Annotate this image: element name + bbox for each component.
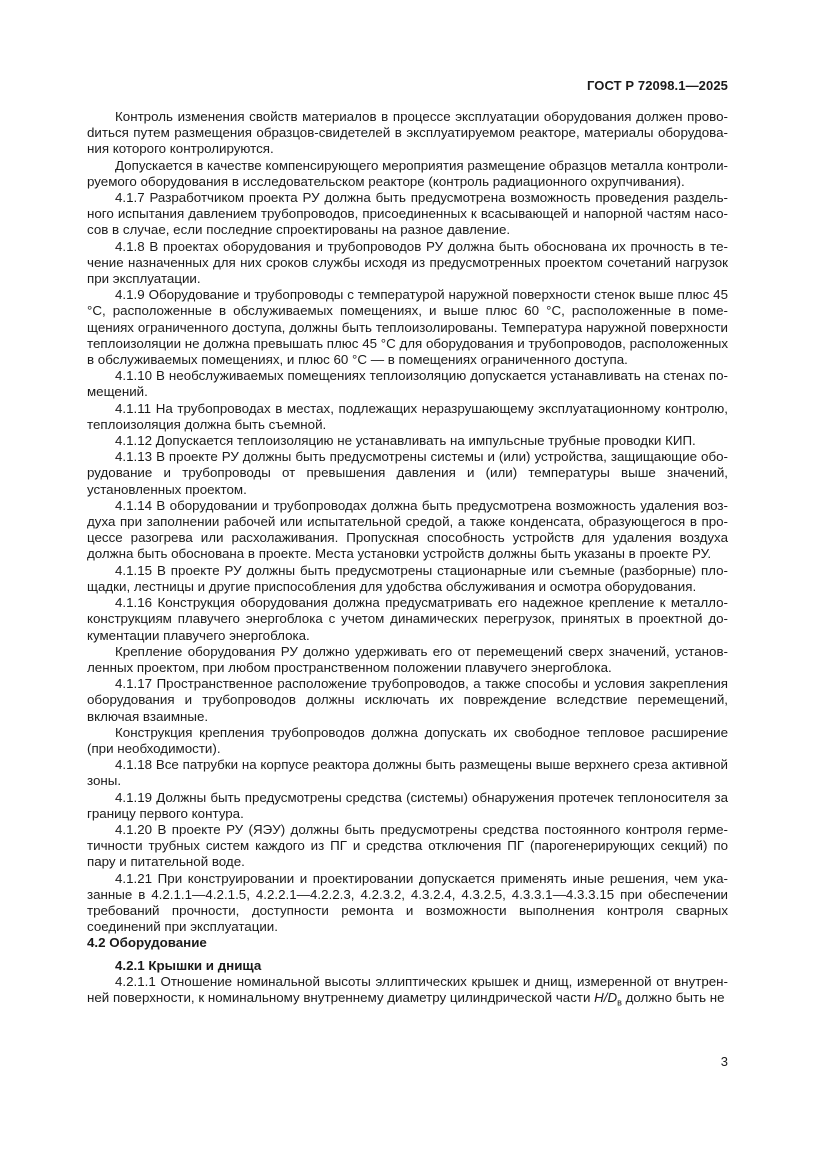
- clause-4-1-19: 4.1.19 Должны быть предусмотрены средства (системы) обнаружения протечек теплоносителя за границу первого контура.: [87, 789, 728, 821]
- paragraph-text: должно быть не: [621, 989, 725, 1005]
- clause-4-1-18: 4.1.18 Все патрубки на корпусе реактора должны быть размещены выше верхнего среза активной зоны.: [87, 757, 728, 789]
- document-body: [87, 109, 728, 1011]
- formula-subscript: в: [617, 997, 622, 1008]
- clause-4-1-17: 4.1.17 Пространственное расположение трубопроводов, а также способы и условия закрепления оборудования и трубопроводов должны исключать их повреждение вследствие перемещений, включая взаимные.: [87, 676, 728, 724]
- clause-4-1-11: 4.1.11 На трубопроводах в местах, подлежащих неразрушающему эксплуатационному контролю, теплоизоляция должна быть съемной.: [87, 400, 728, 432]
- clause-4-1-10: 4.1.10 В необслуживаемых помещениях теплоизоляцию допускается устанавливать на стенах помещений.: [87, 368, 728, 400]
- section-heading: 4.2 Оборудование: [87, 935, 207, 951]
- clause-4-1-13: 4.1.13 В проекте РУ должны быть предусмотрены системы и (или) устройства, защищающие оборудование и трубопроводы от превышения давления и (или) температуры выше значений, установленных проектом.: [87, 449, 728, 497]
- paragraph: Крепление оборудования РУ должно удерживать его от перемещений сверх значений, установленных проектом, при любом пространственном положении плавучего энергоблока.: [87, 643, 728, 675]
- standard-header: ГОСТ Р 72098.1—2025: [586, 78, 728, 93]
- clause-4-2-1-1: [87, 974, 728, 1011]
- clause-4-1-20: 4.1.20 В проекте РУ (ЯЭУ) должны быть предусмотрены средства постоянного контроля герметичности трубных систем каждого из ПГ и средства отключения ПГ (парогенерирующих секций) по пару и питательной воде.: [87, 821, 728, 870]
- formula: [594, 990, 617, 1005]
- paragraph: Контроль изменения свойств материалов в процессе эксплуатации оборудования должен провоdиться путем размещения образцов-свидетелей в эксплуатируемом реакторе, материалы оборудования которого контролируются.: [87, 109, 728, 157]
- clause-4-1-15: 4.1.15 В проекте РУ должны быть предусмотрены стационарные или съемные (разборные) площадки, лестницы и другие приспособления для удобства обслуживания и осмотра оборудования.: [87, 562, 728, 594]
- formula-main: H/D: [594, 989, 618, 1005]
- paragraph-text: 4.2.1.1 Отношение номинальной высоты эллиптических крышек и днищ, измеренной от внутренней поверхности, к номинальному внутреннему диаметру цилиндрической части: [87, 973, 728, 1005]
- paragraph: Допускается в качестве компенсирующего мероприятия размещение образцов металла контролируемого оборудования в исследовательском реакторе (контроль радиационного охрупчивания).: [87, 157, 728, 189]
- page-number: 3: [720, 1054, 728, 1069]
- subsection-heading: 4.2.1 Крышки и днища: [115, 957, 262, 973]
- clause-4-1-16: 4.1.16 Конструкция оборудования должна предусматривать его надежное крепление к металлоконструкциям плавучего энергоблока с учетом динамических перегрузок, принятых в проектной документации плавучего энергоблока.: [87, 595, 728, 643]
- clause-4-1-7: 4.1.7 Разработчиком проекта РУ должна быть предусмотрена возможность проведения раздельного испытания давлением трубопроводов, присоединенных к всасывающей и напорной частям насосов в случае, если последние спроектированы на разное давление.: [87, 190, 728, 238]
- clause-4-1-21: 4.1.21 При конструировании и проектировании допускается применять иные решения, чем указанные в 4.2.1.1—4.2.1.5, 4.2.2.1—4.2.2.3, 4.2.3.2, 4.3.2.4, 4.3.2.5, 4.3.3.1—4.3.3.15 при обеспечении требований прочности, доступности ремонта и возможности выполнения контроля сварных соединений при эксплуатации.: [87, 870, 728, 935]
- paragraph: Конструкция крепления трубопроводов должна допускать их свободное тепловое расширение (при необходимости).: [87, 724, 728, 756]
- clause-4-1-12: 4.1.12 Допускается теплоизоляцию не устанавливать на импульсные трубные проводки КИП.: [115, 433, 696, 449]
- clause-4-1-9: 4.1.9 Оборудование и трубопроводы с температурой наружной поверхности стенок выше плюс 45 °С, расположенные в обслуживаемых помещениях, и выше плюс 60 °С, расположенные в помещениях ограниченного доступа, должны быть теплоизолированы. Температура наружной поверхности теплоизоляции не должна превышать плюс 45 °С для оборудования и трубопроводов, расположенных в обслуживаемых помещениях, и плюс 60 °С — в помещениях ограниченного доступа.: [87, 287, 728, 368]
- clause-4-1-14: 4.1.14 В оборудовании и трубопроводах должна быть предусмотрена возможность удаления воздуха при заполнении рабочей или испытательной средой, а также конденсата, образующегося в процессе разогрева или расхолаживания. Пропускная способность устройств для удаления воздуха должна быть обоснована в проекте. Места установки устройств должны быть указаны в проекте РУ.: [87, 497, 728, 562]
- clause-4-1-8: 4.1.8 В проектах оборудования и трубопроводов РУ должна быть обоснована их прочность в течение назначенных для них сроков службы исходя из предусмотренных проектом сочетаний нагрузок при эксплуатации.: [87, 238, 728, 287]
